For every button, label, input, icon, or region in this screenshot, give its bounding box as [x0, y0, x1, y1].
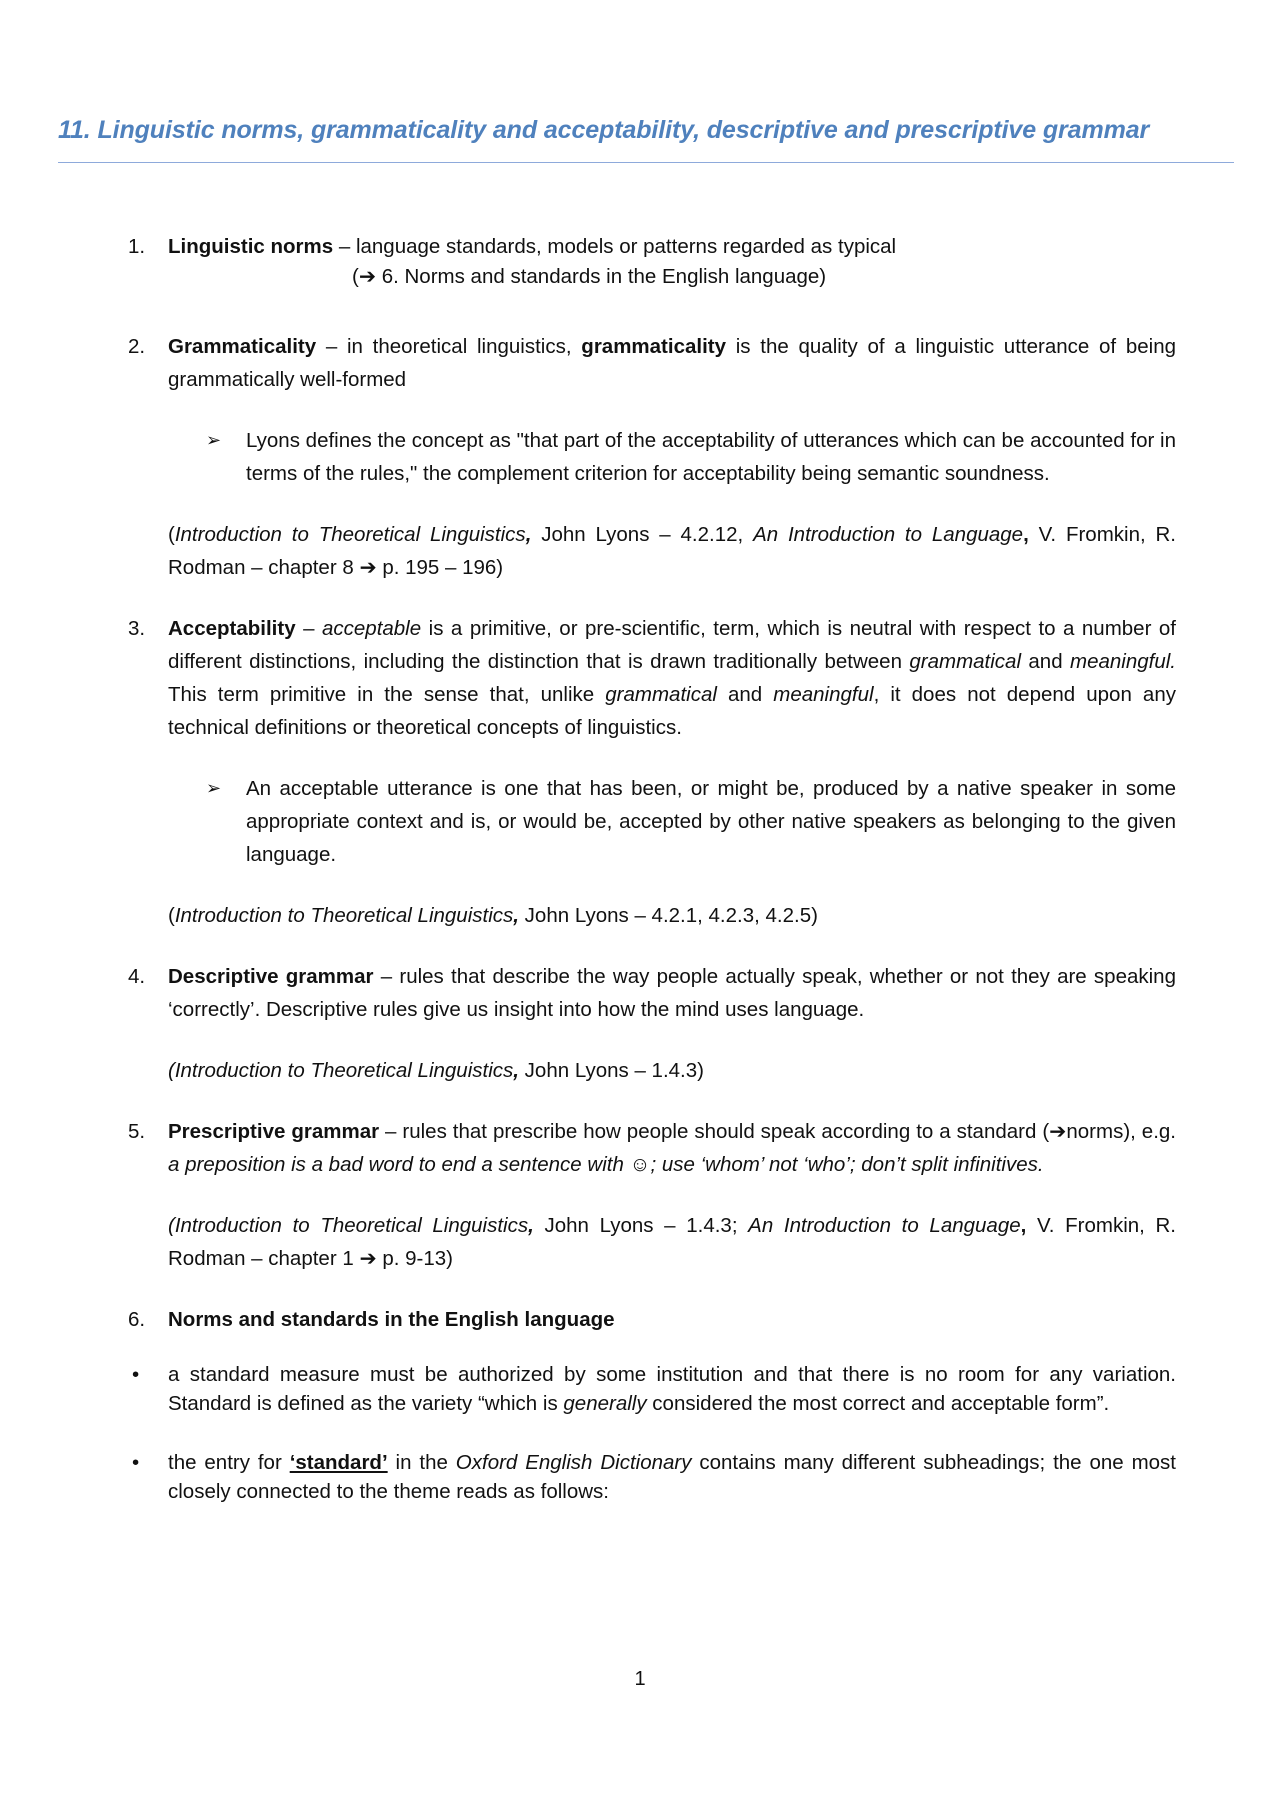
comma: ,: [528, 1214, 534, 1237]
emphasis: acceptable: [321, 617, 422, 640]
definition-part: – in theoretical linguistics,: [316, 335, 582, 358]
section-descriptive-grammar: [0, 960, 1280, 1026]
text: This term primitive in the sense that, unlike: [168, 683, 606, 706]
arrow-bullet-icon: ➢: [206, 778, 222, 798]
text: in the: [387, 1451, 456, 1474]
list-number: 3.: [128, 617, 146, 640]
section-prescriptive-grammar: [0, 1115, 1280, 1181]
bullet-standard-measure: [0, 1360, 1280, 1418]
list-number: 5.: [128, 1120, 146, 1143]
reference-citation: [0, 899, 1280, 932]
comma: ,: [1020, 1214, 1027, 1237]
term: Prescriptive grammar: [168, 1120, 380, 1143]
definition-part: is the quality of a linguistic utterance of being grammatically well-formed: [168, 335, 1176, 391]
page-number: 1: [634, 1668, 646, 1690]
text: contains many different subheadings; the one most closely connected to the theme reads as follows:: [168, 1451, 1177, 1503]
list-number: 6.: [128, 1308, 146, 1331]
text: is a primitive, or pre-scientific, term, which is neutral with respect to a number of different distinctions, including the distinction that is drawn traditionally between: [168, 617, 1176, 673]
emphasis: meaningful.: [1070, 650, 1176, 673]
page-title: 11. Linguistic norms, grammaticality and acceptability, descriptive and prescriptive grammar: [58, 116, 1150, 144]
paren: (: [168, 904, 175, 927]
bullet-dot: •: [132, 1363, 140, 1386]
text: the entry for: [168, 1451, 290, 1474]
title-underline: [58, 162, 1234, 163]
reference-citation: [0, 518, 1280, 584]
emphasis: grammatical: [909, 650, 1021, 673]
definition: – rules that describe the way people actually speak, whether or not they are speaking ‘correctly’. Descriptive rules give us insight into how the mind uses language.: [168, 965, 1176, 1021]
paren: (: [168, 523, 175, 546]
bullet-dot: •: [132, 1451, 140, 1474]
document-body: [0, 230, 1280, 1506]
text: and: [1021, 650, 1070, 673]
book-title: Introduction to Theoretical Linguistics: [174, 523, 526, 546]
bullet-text: Lyons defines the concept as "that part of the acceptability of utterances which can be accounted for in terms of the rules," the complement criterion for acceptability being semantic soundness.: [246, 429, 1176, 485]
bullet-oed-entry: [0, 1448, 1280, 1506]
emphasis: grammatical: [605, 683, 717, 706]
list-number: 2.: [128, 335, 146, 358]
text: considered the most correct and acceptable form”.: [646, 1392, 1110, 1415]
term: Acceptability: [168, 617, 296, 640]
definition: – rules that prescribe how people should speak according to a standard (➔norms), e.g.: [379, 1120, 1176, 1143]
examples: a preposition is a bad word to end a sentence with: [168, 1153, 630, 1176]
definition: – language standards, models or patterns regarded as typical: [333, 235, 897, 258]
term: Descriptive grammar: [168, 965, 374, 988]
text: a standard measure must be authorized by some institution and that there is no room for any variation. Standard is defined as the variety “which is: [168, 1363, 1176, 1415]
bullet-point: [0, 424, 1280, 490]
emphasis: generally: [563, 1392, 647, 1415]
section-linguistic-norms: [0, 230, 1280, 263]
author: John Lyons – 1.4.3): [518, 1059, 704, 1082]
book-title: An Introduction to Language: [753, 523, 1024, 546]
list-number: 1.: [128, 235, 146, 258]
term: Linguistic norms: [168, 235, 334, 258]
bullet-point: [0, 772, 1280, 871]
emphasis: meaningful: [773, 683, 874, 706]
arrow-bullet-icon: ➢: [206, 430, 222, 450]
author: John Lyons – 4.2.12,: [531, 523, 754, 546]
book-title: Introduction to Theoretical Linguistics: [174, 904, 514, 927]
dash: –: [295, 617, 322, 640]
comma: ,: [513, 904, 519, 927]
emphasis: ‘standard’: [289, 1451, 388, 1474]
term-inline: grammaticality: [581, 335, 726, 358]
comma: ,: [525, 523, 532, 546]
author: John Lyons – 1.4.3;: [533, 1214, 749, 1237]
comma: ,: [513, 1059, 519, 1082]
reference-citation: [0, 1054, 1280, 1087]
author: V. Fromkin, R. Rodman – chapter 1 ➔ p. 9-13): [168, 1214, 1176, 1270]
list-number: 4.: [128, 965, 146, 988]
examples: ; use ‘whom’ not ‘who’; don’t split infinitives.: [650, 1153, 1044, 1176]
book-title: (Introduction to Theoretical Linguistics: [168, 1059, 514, 1082]
author: John Lyons – 4.2.1, 4.2.3, 4.2.5): [518, 904, 818, 927]
section-grammaticality: [0, 330, 1280, 396]
smiley-icon: ☺: [629, 1153, 651, 1176]
text: , it does not depend upon any technical definitions or theoretical concepts of linguistics.: [168, 683, 1176, 739]
section-norms-and-standards: [0, 1303, 1280, 1336]
section-heading: Norms and standards in the English language: [168, 1308, 615, 1331]
bullet-text: An acceptable utterance is one that has been, or might be, produced by a native speaker in some appropriate context and is, or would be, accepted by other native speakers as belonging to the given language.: [246, 777, 1176, 866]
dictionary-title: Oxford English Dictionary: [455, 1451, 692, 1474]
cross-reference: (➔ 6. Norms and standards in the English language): [352, 265, 827, 288]
book-title: (Introduction to Theoretical Linguistics: [168, 1214, 529, 1237]
text: and: [716, 683, 774, 706]
author: V. Fromkin, R. Rodman – chapter 8 ➔ p. 195 – 196): [168, 523, 1177, 579]
book-title: An Introduction to Language: [748, 1214, 1021, 1237]
reference-citation: [0, 1209, 1280, 1275]
section-acceptability: [0, 612, 1280, 744]
term: Grammaticality: [168, 335, 317, 358]
comma: ,: [1023, 523, 1029, 546]
